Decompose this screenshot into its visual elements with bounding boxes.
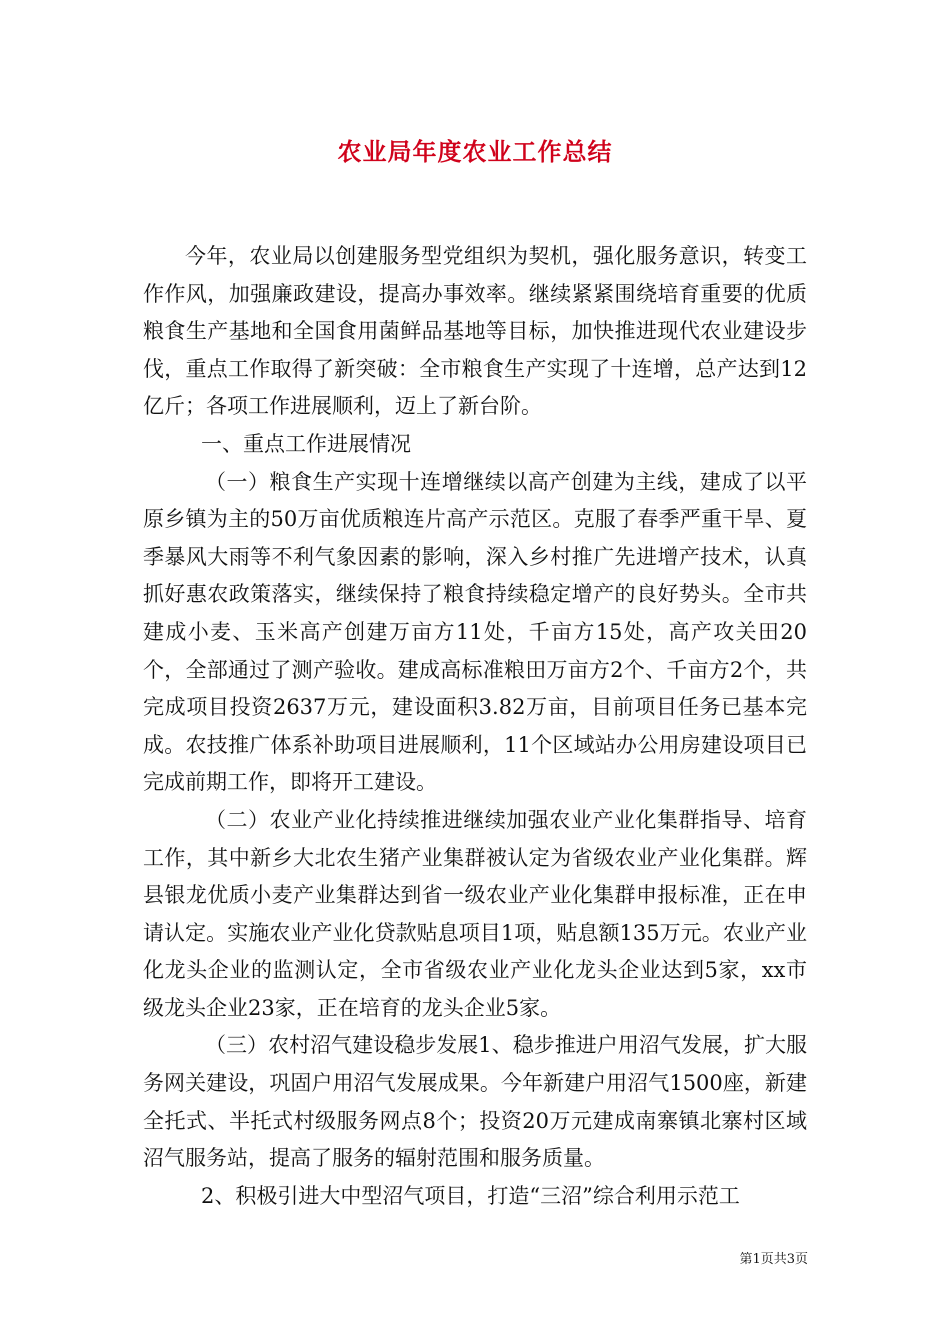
section-2-paragraph: （二）农业产业化持续推进继续加强农业产业化集群指导、培育工作，其中新乡大北农生猪产业集群被认定为省级农业产业化集群。辉县银龙优质小麦产业集群达到省一级农业产业化集群申报标准，正在申请认定。实施农业产业化贷款贴息项目1项，贴息额135万元。农业产业化龙头企业的监测认定，全市省级农业产业化龙头企业达到5家，xx市级龙头企业23家，正在培育的龙头企业5家。 bbox=[143, 807, 807, 1020]
item-2-paragraph: 2、积极引进大中型沼气项目，打造“三沼”综合利用示范工 bbox=[201, 1183, 740, 1208]
section-1-paragraph: （一）粮食生产实现十连增继续以高产创建为主线，建成了以平原乡镇为主的50万亩优质粮连片高产示范区。克服了春季严重干旱、夏季暴风大雨等不利气象因素的影响，深入乡村推广先进增产技术，认真抓好惠农政策落实，继续保持了粮食持续稳定增产的良好势头。全市共建成小麦、玉米高产创建万亩方11处，千亩方15处，高产攻关田20个，全部通过了测产验收。建成高标准粮田万亩方2个、千亩方2个，共完成项目投资2637万元，建设面积3.82万亩，目前项目任务已基本完成。农技推广体系补助项目进展顺利，11个区域站办公用房建设项目已完成前期工作，即将开工建设。 bbox=[143, 469, 807, 795]
section-heading: 一、重点工作进展情况 bbox=[201, 431, 411, 456]
page-number: 第1页共3页 bbox=[739, 1252, 808, 1267]
document-title: 农业局年度农业工作总结 bbox=[337, 137, 613, 166]
section-3-paragraph: （三）农村沼气建设稳步发展1、稳步推进户用沼气发展，扩大服务网关建设，巩固户用沼气发展成果。今年新建户用沼气1500座，新建全托式、半托式村级服务网点8个；投资20万元建成南寨镇北寨村区域沼气服务站，提高了服务的辐射范围和服务质量。 bbox=[143, 1033, 807, 1171]
intro-paragraph: 今年，农业局以创建服务型党组织为契机，强化服务意识，转变工作作风，加强廉政建设，提高办事效率。继续紧紧围绕培育重要的优质粮食生产基地和全国食用菌鲜品基地等目标，加快推进现代农业建设步伐，重点工作取得了新突破：全市粮食生产实现了十连增，总产达到12亿斤；各项工作进展顺利，迈上了新台阶。 bbox=[143, 244, 807, 419]
document-body bbox=[143, 238, 807, 1215]
